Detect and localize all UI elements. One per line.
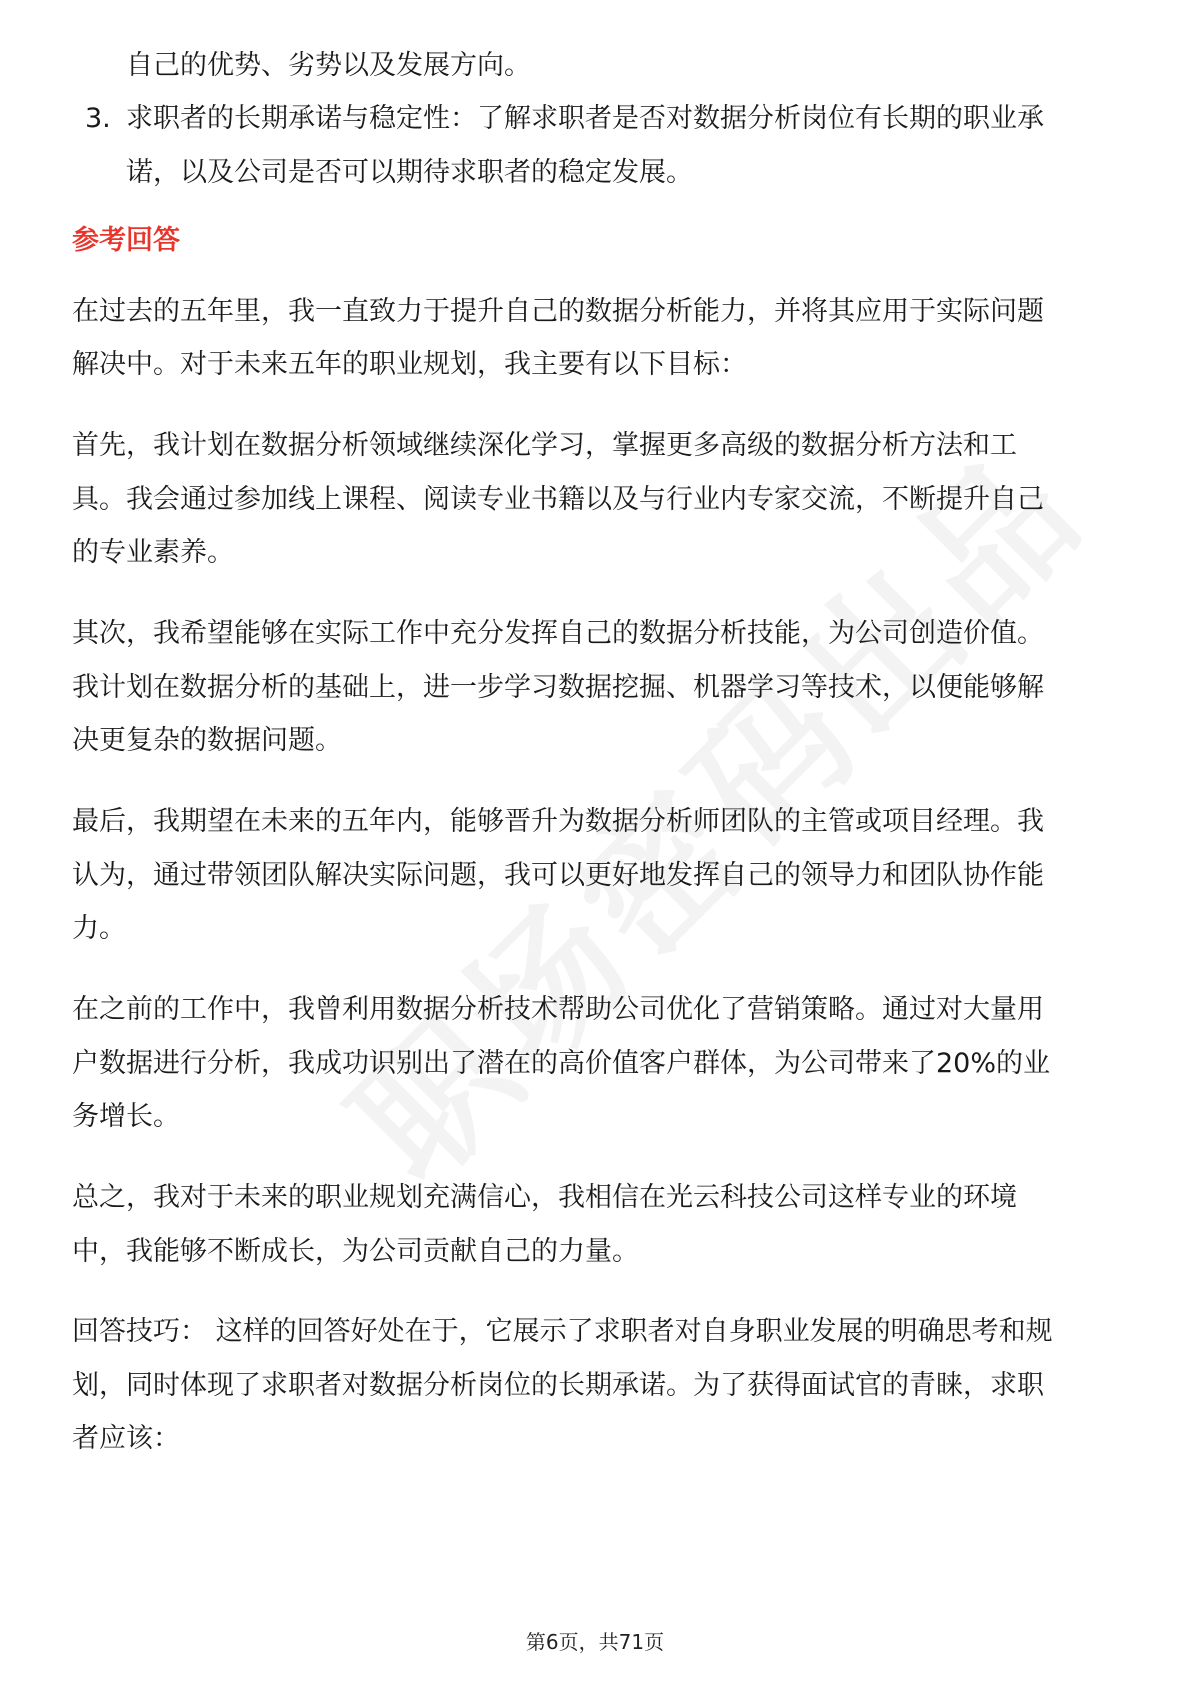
paragraph-line: 首先，我计划在数据分析领域继续深化学习，掌握更多高级的数据分析方法和工 — [72, 430, 1017, 461]
list-number: 3. — [85, 103, 111, 134]
paragraph-line: 在之前的工作中，我曾利用数据分析技术帮助公司优化了营销策略。通过对大量用 — [72, 994, 1044, 1025]
page-number: 第6页，共71页 — [525, 1630, 665, 1654]
list-item-3-line1: 求职者的长期承诺与稳定性：了解求职者是否对数据分析岗位有长期的职业承 — [126, 103, 1044, 134]
paragraph-line: 回答技巧： 这样的回答好处在于，它展示了求职者对自身职业发展的明确思考和规 — [72, 1316, 1053, 1347]
list-item-3-line2: 诺，以及公司是否可以期待求职者的稳定发展。 — [126, 157, 693, 188]
paragraph-line: 的专业素养。 — [72, 537, 234, 568]
paragraph-line: 我计划在数据分析的基础上，进一步学习数据挖掘、机器学习等技术，以便能够解 — [72, 672, 1044, 703]
paragraph-line: 务增长。 — [72, 1101, 180, 1132]
paragraph-line: 决更复杂的数据问题。 — [72, 725, 342, 756]
paragraph-line: 在过去的五年里，我一直致力于提升自己的数据分析能力，并将其应用于实际问题 — [72, 296, 1044, 327]
paragraph-line: 具。我会通过参加线上课程、阅读专业书籍以及与行业内专家交流，不断提升自己 — [72, 484, 1044, 515]
paragraph-line: 划，同时体现了求职者对数据分析岗位的长期承诺。为了获得面试官的青睐，求职 — [72, 1370, 1044, 1401]
paragraph-line: 解决中。对于未来五年的职业规划，我主要有以下目标： — [72, 349, 747, 380]
paragraph-line: 户数据进行分析，我成功识别出了潜在的高价值客户群体，为公司带来了20%的业 — [72, 1048, 1051, 1079]
paragraph-line: 者应该： — [72, 1423, 180, 1454]
paragraph-line: 力。 — [72, 913, 126, 944]
intro-continuation: 自己的优势、劣势以及发展方向。 — [126, 50, 531, 81]
paragraph-line: 中，我能够不断成长，为公司贡献自己的力量。 — [72, 1236, 639, 1267]
paragraph-line: 最后，我期望在未来的五年内，能够晋升为数据分析师团队的主管或项目经理。我 — [72, 806, 1044, 837]
paragraph-line: 总之，我对于未来的职业规划充满信心，我相信在光云科技公司这样专业的环境 — [72, 1182, 1017, 1213]
paragraph-line: 其次，我希望能够在实际工作中充分发挥自己的数据分析技能，为公司创造价值。 — [72, 618, 1044, 649]
section-heading: 参考回答 — [72, 225, 180, 256]
paragraph-line: 认为，通过带领团队解决实际问题，我可以更好地发挥自己的领导力和团队协作能 — [72, 860, 1044, 891]
